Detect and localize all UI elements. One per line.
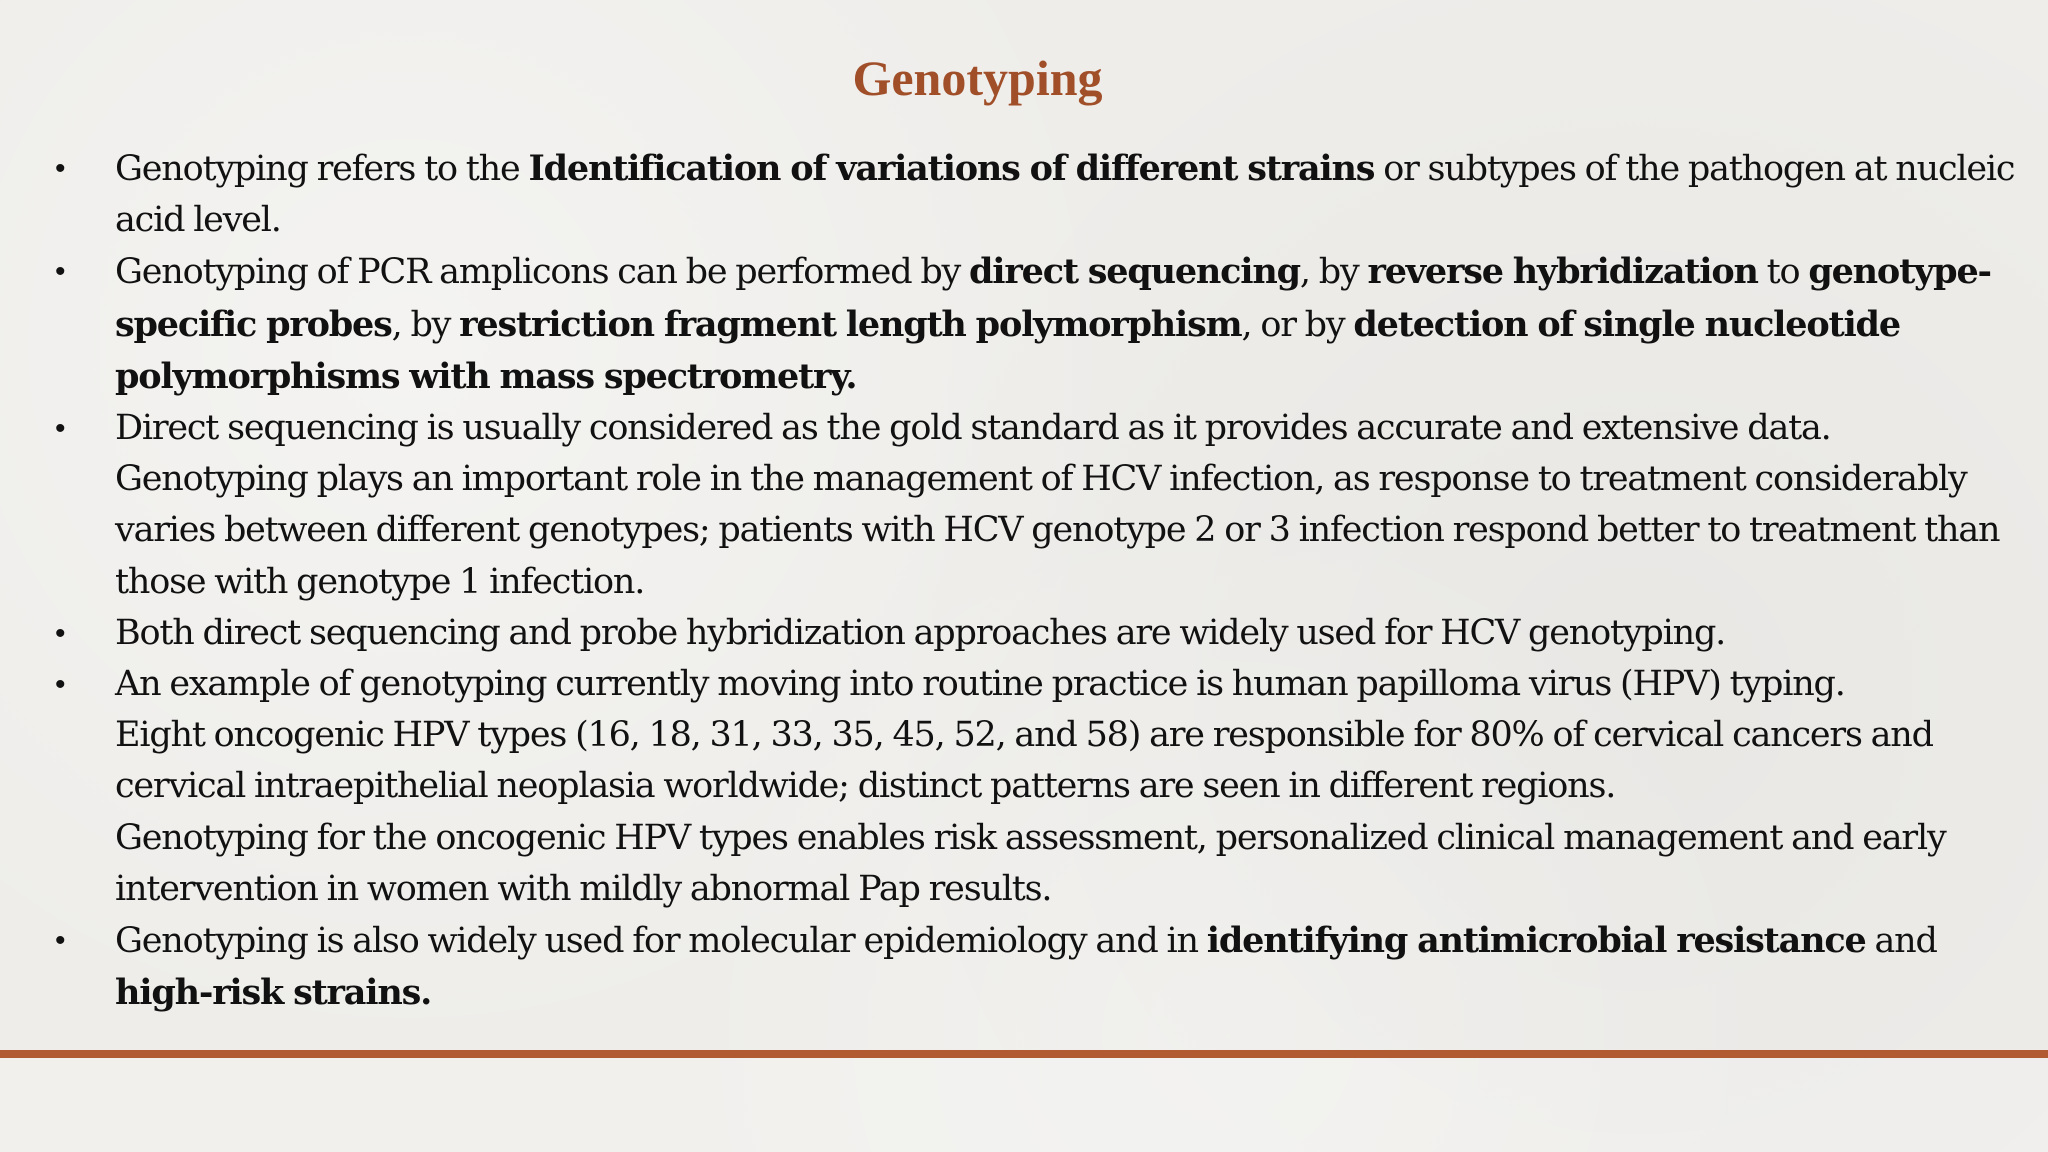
bullet-3-line-2: Genotyping plays an important role in the management of HCV infection, as response to treatment considerably varies between different genotypes; patients with HCV genotype 2 or 3 infection respond better to treatment than those with genotype 1 infection. <box>115 459 2000 602</box>
bullet-2-bold-3: genotype-specific probes <box>115 251 1991 345</box>
footer-band <box>0 1058 2048 1152</box>
bullet-2-bold-2: reverse hybridization <box>1367 251 1758 293</box>
bullet-item-1 <box>55 143 2035 246</box>
bullet-dot-icon: • <box>55 255 66 289</box>
bullet-dot-icon: • <box>55 668 66 702</box>
bullet-2-bold-4: restriction fragment length polymorphism <box>459 303 1242 345</box>
bullet-6-bold-1: identifying antimicrobial resistance <box>1206 920 1866 962</box>
bullet-5-line-2: Eight oncogenic HPV types (16, 18, 31, 33, 35, 45, 52, and 58) are responsible for 80% of cervical cancers and cervical intraepithelial neoplasia worldwide; distinct patterns are seen in different regions. <box>115 715 1933 807</box>
bullet-list <box>55 143 2035 1019</box>
bullet-2-text-5: , or by <box>1241 304 1354 345</box>
bullet-2-text-1: Genotyping of PCR amplicons can be performed by <box>115 252 970 293</box>
bullet-1-text-1: Genotyping refers to the <box>115 149 529 189</box>
slide-title: Genotyping <box>852 50 1103 106</box>
bullet-2-text-3: to <box>1757 252 1809 293</box>
bullet-dot-icon: • <box>55 616 66 650</box>
bullet-2-text-2: , by <box>1299 252 1368 293</box>
bullet-1-text-2: or subtypes of the pathogen at nucleic acid level. <box>115 149 2015 241</box>
bullet-6-text-1: Genotyping is also widely used for molecular epidemiology and in <box>115 921 1207 962</box>
bullet-2-text-4: , by <box>391 304 460 345</box>
bullet-dot-icon: • <box>55 924 66 958</box>
footer-rule <box>0 1050 2048 1058</box>
bullet-1-bold-1: Identification of variations of different strains <box>528 148 1375 189</box>
bullet-2-bold-5: detection of single nucleotide polymorphisms with mass spectrometry. <box>115 303 1900 397</box>
bullet-5-line-1: An example of genotyping currently moving into routine practice is human papilloma virus (HPV) typing. <box>115 664 1845 705</box>
bullet-dot-icon: • <box>55 412 66 446</box>
bullet-item-6 <box>55 915 2035 1019</box>
bullet-6-text-2: and <box>1865 921 1937 962</box>
bullet-2-bold-1: direct sequencing <box>969 251 1300 293</box>
bullet-item-2 <box>55 246 2035 403</box>
bullet-item-5 <box>55 659 2035 915</box>
bullet-item-4 <box>55 608 2035 659</box>
bullet-4-text: Both direct sequencing and probe hybridization approaches are widely used for HCV genotyping. <box>115 612 1726 653</box>
bullet-6-bold-2: high-risk strains. <box>115 972 432 1014</box>
bullet-3-line-1: Direct sequencing is usually considered as the gold standard as it provides accurate and extensive data. <box>115 408 1831 449</box>
bullet-item-3 <box>55 403 2035 608</box>
bullet-5-line-3: Genotyping for the oncogenic HPV types enables risk assessment, personalized clinical management and early intervention in women with mildly abnormal Pap results. <box>115 817 1946 909</box>
bullet-dot-icon: • <box>55 152 66 185</box>
